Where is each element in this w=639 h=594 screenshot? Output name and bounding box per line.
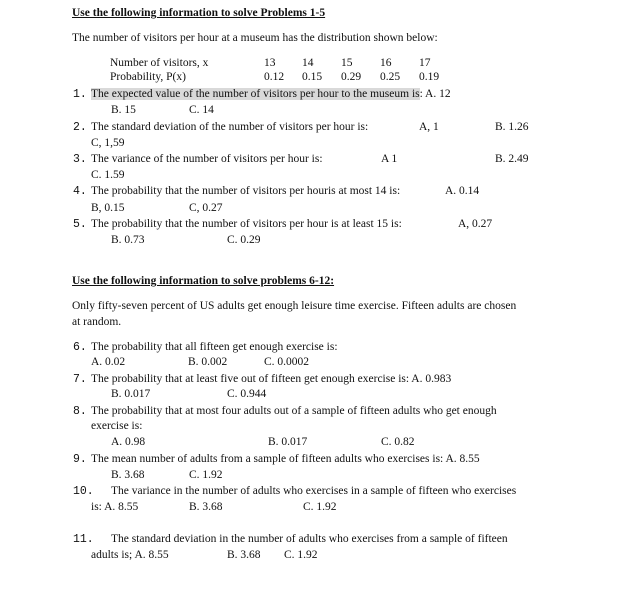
table-p-value: 0.29: [341, 71, 362, 83]
answer-a: is: A. 8.55: [91, 501, 139, 513]
answer-a: A, 1: [419, 121, 439, 133]
question-number: 3.: [73, 153, 87, 166]
question-number: 8.: [73, 405, 87, 418]
question-1-highlight: The expected value of the number of visitors per hour to the museum is: [91, 88, 420, 100]
answer-b: B. 0.017: [268, 436, 308, 448]
question-5-text: The probability that the number of visitors per hour is at least 15 is:: [91, 218, 402, 230]
answer-a: A 1: [381, 153, 398, 165]
answer-a: A. 0.14: [445, 185, 480, 197]
question-1-text: [91, 88, 451, 101]
answer-b: B. 3.68: [111, 469, 145, 481]
question-number: 2.: [73, 121, 87, 134]
question-9-text: The mean number of adults from a sample of fifteen adults who exercises is: A. 8.55: [91, 453, 480, 465]
question-number: 9.: [73, 453, 87, 466]
answer-c: C, 1,59: [91, 137, 125, 149]
answer-c: C. 1.92: [284, 549, 318, 561]
question-number: 5.: [73, 218, 87, 231]
answer-b: B. 15: [111, 104, 136, 116]
answer-b: B. 1.26: [495, 121, 529, 133]
question-3-text: The variance of the number of visitors per hour is:: [91, 153, 323, 165]
answer-c: C. 0.944: [227, 388, 267, 400]
section2-heading: Use the following information to solve problems 6-12:: [72, 275, 335, 287]
table-x-value: 15: [341, 57, 353, 69]
answer-b: B. 0.73: [111, 234, 145, 246]
answer-c: C. 0.82: [381, 436, 415, 448]
table-x-value: 14: [302, 57, 314, 69]
table-p-value: 0.25: [380, 71, 401, 83]
answer-a: A. 0.98: [111, 436, 146, 448]
question-1-answer-a: : A. 12: [419, 88, 451, 100]
answer-b: B. 2.49: [495, 153, 529, 165]
table-x-label: Number of visitors, x: [110, 57, 209, 69]
table-x-value: 16: [380, 57, 392, 69]
answer-c: C. 1.92: [189, 469, 223, 481]
question-8-text-cont: exercise is:: [91, 420, 143, 432]
question-number: 10.: [73, 485, 94, 498]
table-x-value: 17: [419, 57, 431, 69]
section1-heading: Use the following information to solve Problems 1-5: [72, 7, 326, 19]
table-p-label: Probability, P(x): [110, 71, 186, 83]
question-number: 11.: [73, 533, 94, 546]
table-p-value: 0.12: [264, 71, 285, 83]
answer-b: B. 3.68: [189, 501, 223, 513]
section1-intro: The number of visitors per hour at a museum has the distribution shown below:: [72, 32, 438, 44]
answer-a: A, 0.27: [458, 218, 493, 230]
table-p-value: 0.19: [419, 71, 440, 83]
answer-c: C. 0.0002: [264, 356, 310, 368]
question-number: 7.: [73, 373, 87, 386]
question-7-text: The probability that at least five out of fifteen get enough exercise is: A. 0.983: [91, 373, 452, 385]
table-p-value: 0.15: [302, 71, 323, 83]
answer-b: B, 0.15: [91, 202, 125, 214]
answer-c: C. 1.92: [303, 501, 337, 513]
answer-a: A. 0.02: [91, 356, 126, 368]
question-8-text: The probability that at most four adults out of a sample of fifteen adults who get enough: [91, 405, 497, 417]
answer-b: B. 0.002: [188, 356, 228, 368]
question-number: 1.: [73, 88, 87, 101]
question-10-text: The variance in the number of adults who exercises in a sample of fifteen who exercises: [111, 485, 517, 497]
section2-intro-line1: Only fifty-seven percent of US adults get enough leisure time exercise. Fifteen adults are chosen: [72, 300, 517, 312]
answer-b: B. 3.68: [227, 549, 261, 561]
section2-intro-line2: at random.: [72, 316, 122, 328]
table-x-value: 13: [264, 57, 276, 69]
question-number: 4.: [73, 185, 87, 198]
answer-c: C. 1.59: [91, 169, 125, 181]
question-number: 6.: [73, 341, 87, 354]
answer-b: B. 0.017: [111, 388, 151, 400]
answer-c: C, 0.27: [189, 202, 223, 214]
answer-a: adults is; A. 8.55: [91, 549, 169, 561]
question-4-text: The probability that the number of visitors per houris at most 14 is:: [91, 185, 401, 197]
question-11-text: The standard deviation in the number of adults who exercises from a sample of fifteen: [111, 533, 508, 545]
question-2-text: The standard deviation of the number of visitors per hour is:: [91, 121, 369, 133]
answer-c: C. 14: [189, 104, 214, 116]
answer-c: C. 0.29: [227, 234, 261, 246]
question-6-text: The probability that all fifteen get enough exercise is:: [91, 341, 338, 353]
